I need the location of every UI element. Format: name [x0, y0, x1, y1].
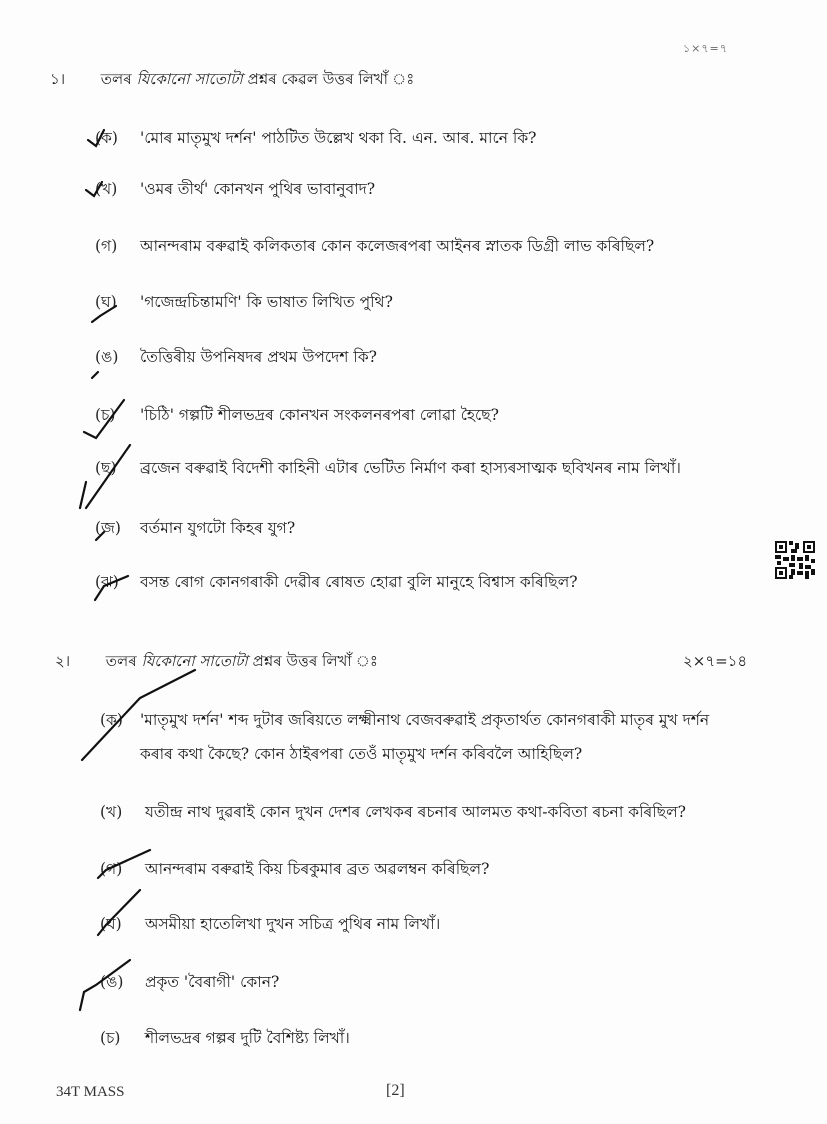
question-label: (ক) — [100, 711, 123, 729]
question-label: (চ) — [100, 1029, 121, 1047]
paper-code: 34T MASS — [56, 1084, 125, 1100]
section-2-instruction-italic: যিকোনো সাতোটা — [141, 652, 248, 670]
question-1-nga — [95, 345, 377, 371]
section-2-instruction-prefix: তলৰ — [105, 652, 137, 670]
question-2-kha — [100, 800, 686, 826]
question-1-ca — [95, 403, 499, 429]
section-2-instruction-suffix: প্ৰশ্নৰ উত্তৰ লিখাঁ ঃ — [252, 652, 378, 670]
question-1-ja — [95, 516, 295, 542]
question-2-ca — [100, 1026, 350, 1052]
question-text: তৈত্তিৰীয় উপনিষদৰ প্ৰথম উপদেশ কি? — [139, 348, 377, 366]
question-1-jha — [95, 570, 578, 596]
question-text: বৰ্তমান যুগটো কিহৰ যুগ? — [139, 519, 296, 537]
question-2-ga — [100, 857, 489, 883]
question-2-ka — [100, 703, 730, 771]
question-2-gha — [100, 912, 440, 938]
question-1-ka — [95, 126, 537, 152]
question-label: (চ) — [95, 406, 116, 424]
question-text: 'ওমৰ তীৰ্থ' কোনখন পুথিৰ ভাবানুবাদ? — [139, 180, 376, 198]
question-text: বসন্ত ৰোগ কোনগৰাকী দেৱীৰ ৰোষত হোৱা বুলি মানুহে বিশ্বাস কৰিছিল? — [139, 573, 578, 591]
page-number: [2] — [386, 1082, 405, 1099]
question-label: (ঙ) — [95, 348, 119, 366]
question-text: 'মাতৃমুখ দৰ্শন' শব্দ দুটাৰ জৰিয়তে লক্ষ্মীনাথ বেজবৰুৱাই প্ৰকৃতাৰ্থত কোনগৰাকী মাতৃৰ মুখ দৰ্শন কৰাৰ কথা কৈছে? কোন ঠাইৰপৰা তেওঁ মাতৃমুখ দৰ্শন কৰিবলৈ আহিছিল? — [140, 711, 710, 763]
qr-code-icon — [775, 541, 815, 579]
question-label: (গ) — [100, 860, 123, 878]
question-label: (ক) — [95, 129, 118, 147]
section-1-instruction-prefix: তলৰ — [100, 70, 132, 88]
question-text: 'গজেন্দ্ৰচিন্তামণি' কি ভাষাত লিখিত পুথি? — [139, 293, 393, 311]
question-label: (খ) — [100, 803, 123, 821]
question-text: শীলভদ্ৰৰ গল্পৰ দুটি বৈশিষ্ট্য লিখাঁ। — [144, 1029, 350, 1047]
question-label: (খ) — [95, 180, 118, 198]
question-label: (ঝ) — [95, 573, 119, 591]
section-1-heading — [50, 68, 414, 93]
question-text: অসমীয়া হাতেলিখা দুখন সচিত্ৰ পুথিৰ নাম লিখাঁ। — [144, 915, 441, 933]
question-text: আনন্দৰাম বৰুৱাই কলিকতাৰ কোন কলেজৰপৰা আইনৰ স্নাতক ডিগ্ৰী লাভ কৰিছিল? — [139, 237, 655, 255]
section-1-number: ১। — [50, 70, 66, 88]
section-2-heading — [55, 650, 378, 675]
question-label: (ছ) — [95, 459, 117, 477]
section-1-instruction-suffix: প্ৰশ্নৰ কেৱল উত্তৰ লিখাঁ ঃ — [247, 70, 415, 88]
question-text: প্ৰকৃত 'বৈৰাগী' কোন? — [144, 973, 280, 991]
top-marks: ১×৭=৭ — [683, 42, 728, 55]
question-label: (ঘ) — [100, 915, 122, 933]
question-2-nga — [100, 970, 279, 996]
section-2-marks: ২×৭=১৪ — [683, 652, 748, 670]
question-text: 'মোৰ মাতৃমুখ দৰ্শন' পাঠটিত উল্লেখ থকা বি. এন. আৰ. মানে কি? — [139, 129, 537, 147]
question-text: যতীন্দ্ৰ নাথ দুৱৰাই কোন দুখন দেশৰ লেখকৰ ৰচনাৰ আলমত কথা-কবিতা ৰচনা কৰিছিল? — [144, 803, 686, 821]
question-1-kha — [95, 177, 375, 203]
question-text: ব্ৰজেন বৰুৱাই বিদেশী কাহিনী এটাৰ ভেটিত নিৰ্মাণ কৰা হাস্যৰসাত্মক ছবিখনৰ নাম লিখাঁ। — [139, 459, 681, 477]
question-1-cha — [95, 456, 681, 482]
section-2-number: ২। — [55, 652, 71, 670]
question-text: 'চিঠি' গল্পটি শীলভদ্ৰৰ কোনখন সংকলনৰপৰা লোৱা হৈছে? — [139, 406, 499, 424]
question-label: (জ) — [95, 519, 121, 537]
question-label: (ঘ) — [95, 293, 117, 311]
question-1-gha — [95, 290, 393, 316]
section-1-instruction-italic: যিকোনো সাতোটা — [136, 70, 243, 88]
question-text: আনন্দৰাম বৰুৱাই কিয় চিৰকুমাৰ ব্ৰত অৱলম্বন কৰিছিল? — [144, 860, 490, 878]
question-label: (ঙ) — [100, 973, 124, 991]
question-label: (গ) — [95, 237, 118, 255]
question-1-ga — [95, 234, 654, 260]
